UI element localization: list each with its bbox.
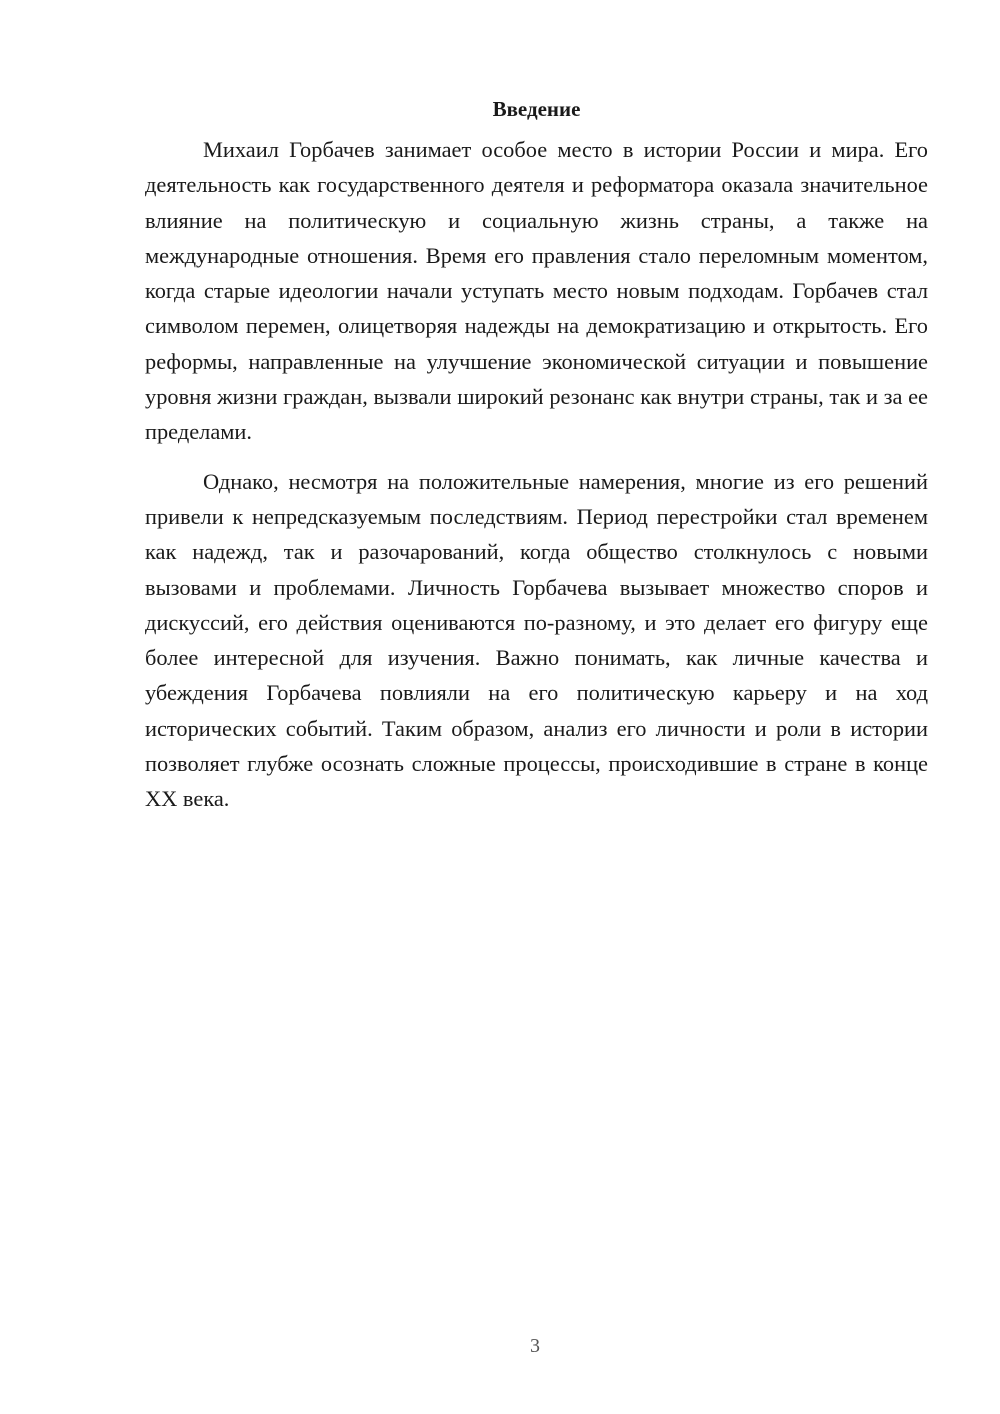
body-paragraph-2: Однако, несмотря на положительные намерения, многие из его решений привели к непредсказуемым последствиям. Период перестройки стал временем как надежд, так и разочарований, когда общество столкнулось с новыми вызовами и проблемами. Личность Горбачева вызывает множество споров и дискуссий, его действия оцениваются по-разному, и это делает его фигуру еще более интересной для изучения. Важно понимать, как личные качества и убеждения Горбачева повлияли на его политическую карьеру и на ход исторических событий. Таким образом, анализ его личности и роли в истории позволяет глубже осознать сложные процессы, происходившие в стране в конце XX века.: [145, 468, 928, 812]
section-heading: Введение: [492, 97, 581, 121]
page-content: [145, 92, 928, 817]
page-number: 3: [530, 1335, 540, 1357]
body-paragraph-1: Михаил Горбачев занимает особое место в истории России и мира. Его деятельность как государственного деятеля и реформатора оказала значительное влияние на политическую и социальную жизнь страны, а также на международные отношения. Время его правления стало переломным моментом, когда старые идеологии начали уступать место новым подходам. Горбачев стал символом перемен, олицетворяя надежды на демократизацию и открытость. Его реформы, направленные на улучшение экономической ситуации и повышение уровня жизни граждан, вызвали широкий резонанс как внутри страны, так и за ее пределами.: [145, 137, 928, 445]
